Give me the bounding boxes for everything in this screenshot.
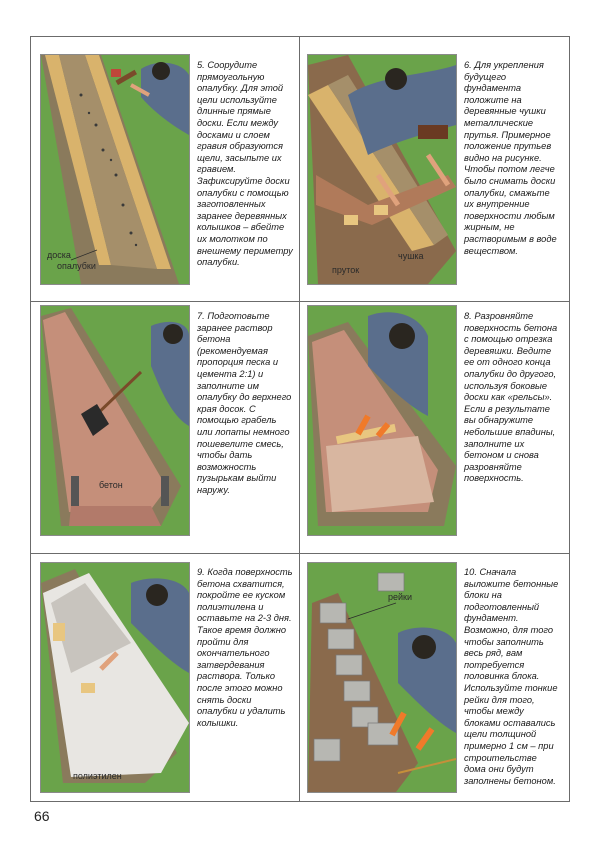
step-10-text: 10. Сначала выложите бетонные блоки на подготовленный фундамент. Возможно, для того чтобы заполнить весь ряд, вам потребуется половинка блока. Используйте тонкие рейки для того, чтобы между блоками оставались щели толщиной примерно 1 см – при строительстве дома они будут заполнены бетоном. bbox=[464, 567, 559, 786]
step-6-illustration bbox=[307, 54, 457, 285]
step-8-text: 8. Разровняйте поверхность бетона с помощью отрезка деревяшки. Ведите ее от одного конца опалубки до другого, используя боковые доски как «рельсы». Если в результате вы обнаружите небольшие впадины, заполните их бетоном и снова разровняйте поверхность. bbox=[464, 311, 558, 484]
column-divider bbox=[299, 37, 300, 801]
step-5-text: 5. Соорудите прямоугольную опалубку. Для этой цели используйте длинные прямые доски. Если между досками и слоем гравия образуются щели, засыпьте их гравием. Зафиксируйте доски опалубки с помощью заготовленных заранее деревянных колышков – вбейте их молотком по внешнему периметру опалубки. bbox=[197, 60, 293, 268]
step-7-text: 7. Подготовьте заранее раствор бетона (рекомендуемая пропорция песка и цемента 2:1) и заполните им опалубку до верхнего края досок. С помощью грабель или лопаты немного пошевелите смесь, чтобы дать возможность пузырькам выйти наружу. bbox=[197, 311, 292, 495]
step-5-illustration bbox=[40, 54, 190, 285]
page-number: 66 bbox=[34, 808, 50, 824]
step-5-label-1: доска bbox=[47, 250, 71, 260]
step-6-label-1: пруток bbox=[332, 265, 360, 275]
step-6-text: 6. Для укрепления будущего фундамента положите на деревянные чушки металлические прутья. Примерное положение прутьев видно на рисунке. Чтобы потом легче было снимать доски опалубки, смажьте их внутренние поверхности любым жирным, не растворимым в воде веществом. bbox=[464, 60, 557, 256]
step-6-label-2: чушка bbox=[398, 251, 424, 261]
step-7-label-1: бетон bbox=[99, 480, 123, 490]
row-divider bbox=[31, 553, 569, 554]
step-9-illustration bbox=[40, 562, 190, 793]
row-divider bbox=[31, 301, 569, 302]
step-9-label-1: полиэтилен bbox=[73, 771, 122, 781]
step-9-text: 9. Когда поверхность бетона схватится, покройте ее куском полиэтилена и оставьте на 2-3 дня. Такое время должно пройти для окончательного затвердевания раствора. Только после этого можно снять доски опалубки и удалить колышки. bbox=[197, 567, 293, 728]
step-5-label-2: опалубки bbox=[57, 261, 96, 271]
step-10-label-1: рейки bbox=[388, 592, 413, 602]
step-7-illustration bbox=[40, 305, 190, 536]
step-8-illustration bbox=[307, 305, 457, 536]
step-10-illustration bbox=[307, 562, 457, 793]
